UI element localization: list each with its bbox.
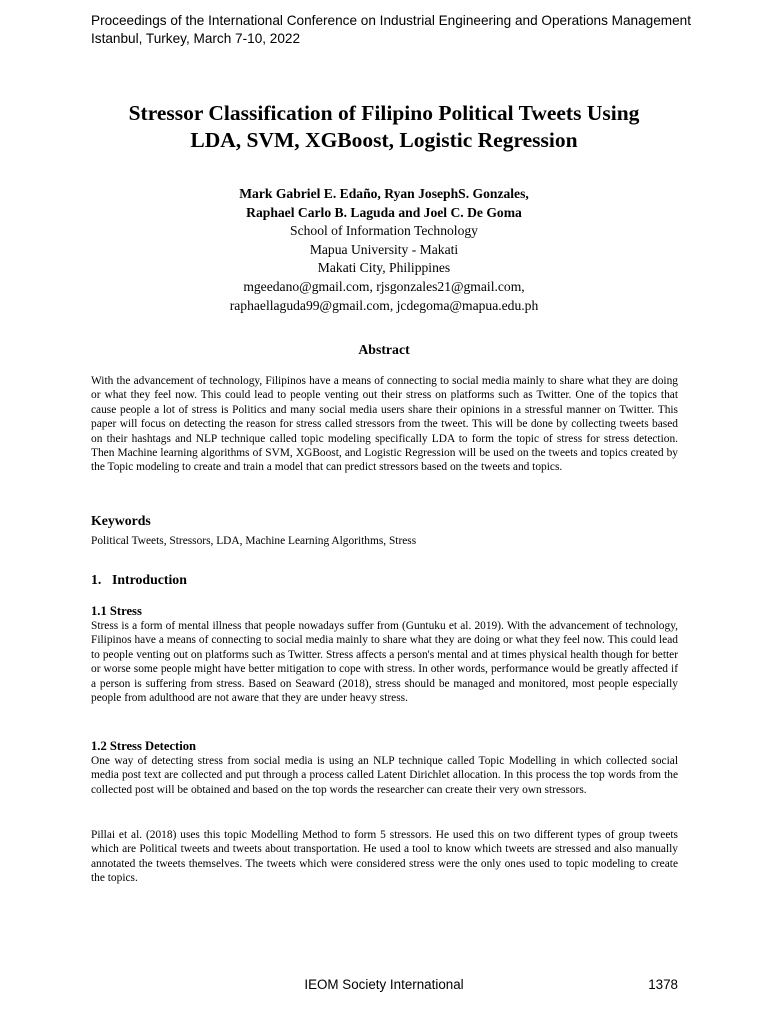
section-title: Introduction: [112, 572, 187, 587]
author-university: Mapua University - Makati: [309, 241, 459, 257]
footer-society: IEOM Society International: [304, 977, 464, 992]
subsection-stress-heading: 1.1 Stress: [91, 604, 142, 618]
keywords-heading: Keywords: [91, 513, 151, 528]
subsection-stress-detection-heading: 1.2 Stress Detection: [91, 739, 197, 753]
stress-detection-paragraph-1: One way of detecting stress from social media is using an NLP technique called Topic Modelling in which collected social media post text are collected and put through a process called Latent Dirichlet allocation. In this process the top words from the collected post will be obtained and based on the top words the researcher can create their very own stressors.: [91, 755, 678, 796]
abstract-heading: Abstract: [358, 342, 410, 357]
author-city: Makati City, Philippines: [317, 260, 451, 275]
stress-detection-paragraph-2: Pillai et al. (2018) uses this topic Modelling Method to form 5 stressors. He used this on two different types of group tweets which are Political tweets and tweets about transportation. He used a tool to know which tweets are stressed and also manually annotated the tweets themselves. The tweets which were considered stress were the only ones used to topic modeling to create the topics.: [91, 829, 678, 885]
running-header: [91, 12, 731, 48]
title-line-2: LDA, SVM, XGBoost, Logistic Regression: [190, 128, 578, 152]
keywords-text: Political Tweets, Stressors, LDA, Machine Learning Algorithms, Stress: [91, 535, 417, 547]
footer-page-number: 1378: [648, 977, 678, 992]
section-number: 1.: [91, 572, 102, 587]
subsection-stress-text: Stress is a form of mental illness that people nowadays suffer from (Guntuku et al. 2019). With the advancement of technology, Filipinos have a means of connecting to social media mainly to share what they are doing or what they feel now. This could lead to people venting out on platforms such as Twitter. Stress affects a person's mental and at times physical health though for better or worse some people might have better mitigation to cope with stress. In other words, performance would be greatly affected if a person is suffering from stress. Based on Seaward (2018), stress should be managed and monitored, most people especially people from adulthood are not aware that they are under heavy stress.: [91, 620, 678, 705]
header-proceedings: Proceedings of the International Conference on Industrial Engineering and Operations Management: [91, 13, 692, 28]
author-emails-line-2: raphaellaguda99@gmail.com, jcdegoma@mapua.edu.ph: [229, 298, 539, 313]
author-emails-line-1: mgeedano@gmail.com, rjsgonzales21@gmail.com,: [243, 278, 525, 294]
title-line-1: Stressor Classification of Filipino Political Tweets Using: [128, 101, 640, 125]
introduction-heading: [91, 571, 187, 589]
header-location-date: Istanbul, Turkey, March 7-10, 2022: [91, 31, 301, 46]
author-school: School of Information Technology: [290, 223, 478, 238]
paper-title: [60, 100, 708, 154]
abstract-text: With the advancement of technology, Filipinos have a means of connecting to social media mainly to share what they are doing or what they feel now. This could lead to people venting out their stress on platforms such as Twitter. One of the topics that cause people a lot of stress is Politics and many social media users share their opinions in a stressful manner on Twitter. This paper will focus on detecting the reason for stress called stressors from the tweet. This will be done by collecting tweets based on their hashtags and NLP technique called topic modeling specifically LDA to form the topic of stress for stress detection. Then Machine learning algorithms of SVM, XGBoost, and Logistic Regression will be used on the tweets and topics created by the Topic modeling to create and train a model that can predict stressors based on the tweets and topics.: [91, 375, 678, 474]
author-names-line-2: Raphael Carlo B. Laguda and Joel C. De Goma: [246, 204, 522, 220]
author-names-line-1: Mark Gabriel E. Edaño, Ryan JosephS. Gonzales,: [239, 186, 529, 201]
author-block: [84, 185, 684, 316]
